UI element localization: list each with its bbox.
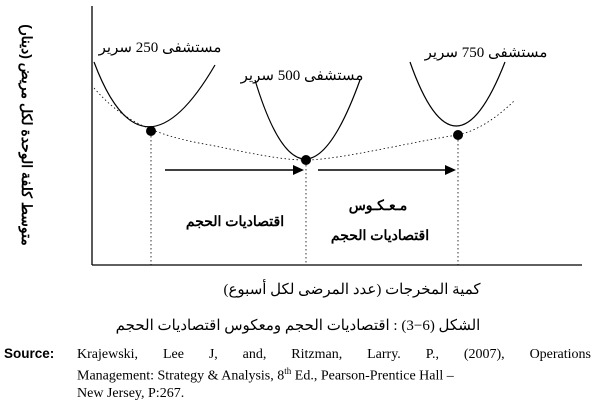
cost-curve-250 [94,62,215,127]
arrowhead-economies [293,165,304,175]
cost-curve-500 [255,80,360,159]
source-citation [4,345,592,402]
curve-label-250: مستشفى 250 سرير [98,40,222,56]
curve-label-750: مستشفى 750 سرير [424,45,548,61]
minimum-point-500 [301,155,311,165]
economies-label: اقتصاديات الحجم [185,213,285,229]
cost-curve-750 [410,62,505,126]
diseconomies-top-label: مـعـكـوس [348,197,408,213]
curve-label-500: مستشفى 500 سرير [240,68,364,84]
minimum-point-250 [146,126,156,136]
source-label: Source: [4,346,55,361]
citation-line-1: Krajewski, Lee J, and, Ritzman, Larry. P., (2007), Operations [77,347,591,362]
figure-caption: الشكل (6−3) : اقتصاديات الحجم ومعكوس اقتصاديات الحجم [115,318,481,334]
citation-line-3: New Jersey, P:267. [77,385,185,401]
minimum-point-750 [453,130,463,140]
citation-line-2: Management: Strategy & Analysis, 8th Ed., Pearson-Prentice Hall – [77,366,454,384]
long-run-average-cost-curve [94,88,515,160]
x-axis-label: كمية المخرجات (عدد المرضى لكل أسبوع) [223,282,481,298]
diseconomies-label: اقتصاديات الحجم [330,227,430,243]
y-axis-label: متوسط كلفة الوحدة لكل مريض (دينار) [19,24,35,246]
arrowhead-diseconomies [445,165,456,175]
